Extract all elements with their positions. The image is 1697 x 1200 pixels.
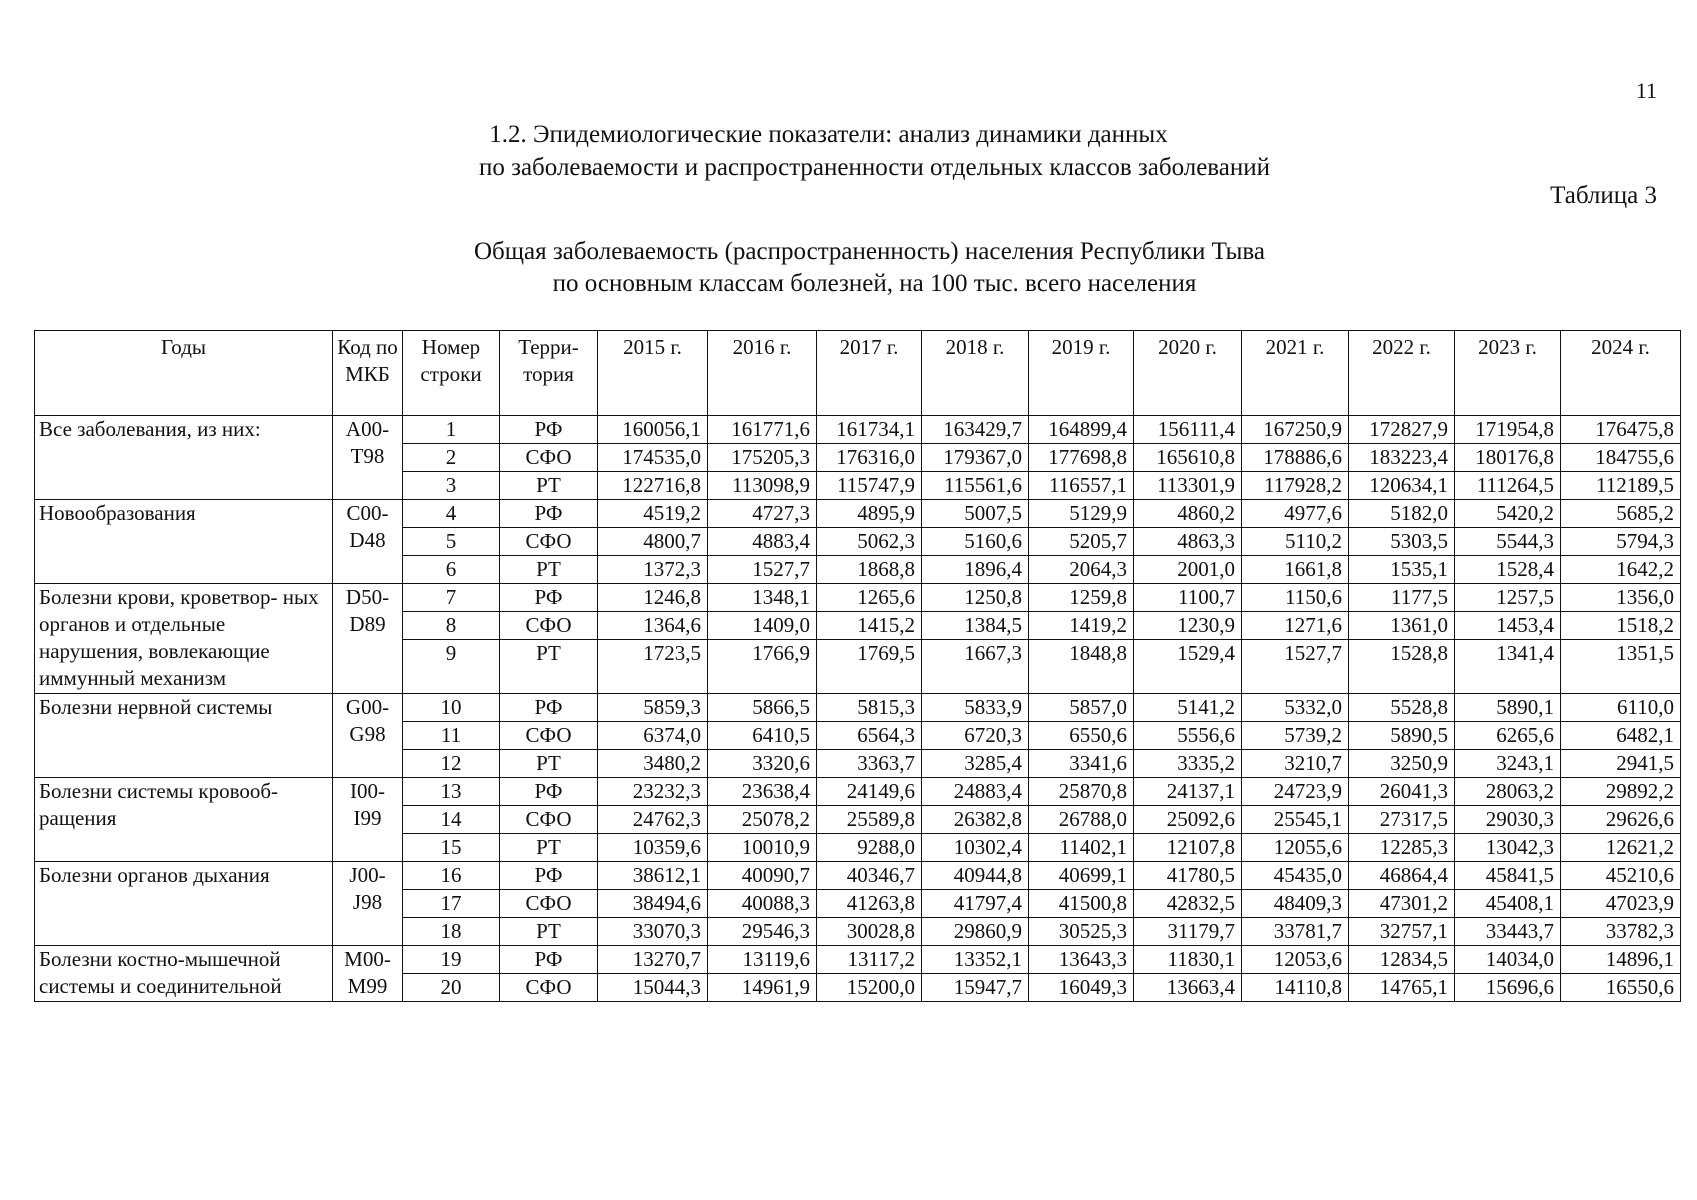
value-cell: 12053,6 [1242, 946, 1349, 974]
value-cell: 33782,3 [1561, 918, 1681, 946]
value-cell: 3320,6 [708, 750, 817, 778]
value-cell: 16550,6 [1561, 974, 1681, 1002]
value-cell: 13663,4 [1134, 974, 1242, 1002]
value-cell: 163429,7 [922, 416, 1029, 444]
value-cell: 33070,3 [598, 918, 708, 946]
value-cell: 1341,4 [1455, 640, 1561, 694]
row-number-cell: 18 [403, 918, 500, 946]
value-cell: 5859,3 [598, 694, 708, 722]
value-cell: 45408,1 [1455, 890, 1561, 918]
value-cell: 5556,6 [1134, 722, 1242, 750]
value-cell: 1527,7 [708, 556, 817, 584]
value-cell: 31179,7 [1134, 918, 1242, 946]
value-cell: 24762,3 [598, 806, 708, 834]
value-cell: 6482,1 [1561, 722, 1681, 750]
value-cell: 1384,5 [922, 612, 1029, 640]
territory-cell: РФ [500, 416, 598, 444]
value-cell: 5739,2 [1242, 722, 1349, 750]
header-cell-year-2019: 2019 г. [1029, 331, 1134, 416]
value-cell: 5866,5 [708, 694, 817, 722]
value-cell: 41500,8 [1029, 890, 1134, 918]
value-cell: 5303,5 [1349, 528, 1455, 556]
row-number-cell: 6 [403, 556, 500, 584]
value-cell: 1364,6 [598, 612, 708, 640]
value-cell: 32757,1 [1349, 918, 1455, 946]
morbidity-table [34, 330, 1681, 1002]
row-number-cell: 9 [403, 640, 500, 694]
table-row [35, 862, 1681, 890]
value-cell: 1372,3 [598, 556, 708, 584]
value-cell: 1250,8 [922, 584, 1029, 612]
value-cell: 15200,0 [817, 974, 922, 1002]
value-cell: 1896,4 [922, 556, 1029, 584]
value-cell: 2064,3 [1029, 556, 1134, 584]
territory-cell: РТ [500, 556, 598, 584]
table-title-line-1: Общая заболеваемость (распространенность) населения Республики Тыва [474, 238, 1265, 265]
value-cell: 41780,5 [1134, 862, 1242, 890]
value-cell: 26788,0 [1029, 806, 1134, 834]
header-cell-year-2020: 2020 г. [1134, 331, 1242, 416]
value-cell: 5129,9 [1029, 500, 1134, 528]
value-cell: 45435,0 [1242, 862, 1349, 890]
header-cell-icd-code: Код по МКБ [333, 331, 403, 416]
section-heading-line-1: 1.2. Эпидемиологические показатели: анализ динамики данных [489, 121, 1168, 148]
value-cell: 11830,1 [1134, 946, 1242, 974]
value-cell: 1528,4 [1455, 556, 1561, 584]
value-cell: 27317,5 [1349, 806, 1455, 834]
value-cell: 24883,4 [922, 778, 1029, 806]
value-cell: 3210,7 [1242, 750, 1349, 778]
disease-class-cell: Болезни костно-мышечной системы и соединительной [35, 946, 333, 1002]
value-cell: 26041,3 [1349, 778, 1455, 806]
value-cell: 5857,0 [1029, 694, 1134, 722]
value-cell: 6550,6 [1029, 722, 1134, 750]
value-cell: 10302,4 [922, 834, 1029, 862]
value-cell: 122716,8 [598, 472, 708, 500]
value-cell: 28063,2 [1455, 778, 1561, 806]
territory-cell: СФО [500, 890, 598, 918]
value-cell: 1848,8 [1029, 640, 1134, 694]
value-cell: 13117,2 [817, 946, 922, 974]
value-cell: 40088,3 [708, 890, 817, 918]
value-cell: 5007,5 [922, 500, 1029, 528]
row-number-cell: 8 [403, 612, 500, 640]
section-heading-line-2: по заболеваемости и распространенности отдельных классов заболеваний [478, 154, 1271, 181]
value-cell: 40944,8 [922, 862, 1029, 890]
value-cell: 171954,8 [1455, 416, 1561, 444]
value-cell: 13042,3 [1455, 834, 1561, 862]
value-cell: 184755,6 [1561, 444, 1681, 472]
value-cell: 6720,3 [922, 722, 1029, 750]
icd-code-cell: A00-T98 [333, 416, 403, 500]
value-cell: 38494,6 [598, 890, 708, 918]
row-number-cell: 10 [403, 694, 500, 722]
value-cell: 40090,7 [708, 862, 817, 890]
value-cell: 45841,5 [1455, 862, 1561, 890]
value-cell: 15947,7 [922, 974, 1029, 1002]
value-cell: 174535,0 [598, 444, 708, 472]
value-cell: 33443,7 [1455, 918, 1561, 946]
header-row [35, 331, 1681, 416]
value-cell: 5815,3 [817, 694, 922, 722]
value-cell: 13119,6 [708, 946, 817, 974]
value-cell: 4863,3 [1134, 528, 1242, 556]
value-cell: 161771,6 [708, 416, 817, 444]
header-cell-year-2021: 2021 г. [1242, 331, 1349, 416]
table-row [35, 778, 1681, 806]
value-cell: 24137,1 [1134, 778, 1242, 806]
row-number-cell: 12 [403, 750, 500, 778]
row-number-cell: 3 [403, 472, 500, 500]
territory-cell: РФ [500, 694, 598, 722]
value-cell: 23638,4 [708, 778, 817, 806]
value-cell: 4727,3 [708, 500, 817, 528]
value-cell: 6110,0 [1561, 694, 1681, 722]
value-cell: 14034,0 [1455, 946, 1561, 974]
territory-cell: РТ [500, 640, 598, 694]
value-cell: 13352,1 [922, 946, 1029, 974]
value-cell: 178886,6 [1242, 444, 1349, 472]
value-cell: 25545,1 [1242, 806, 1349, 834]
value-cell: 1351,5 [1561, 640, 1681, 694]
value-cell: 6410,5 [708, 722, 817, 750]
value-cell: 13270,7 [598, 946, 708, 974]
territory-cell: СФО [500, 528, 598, 556]
value-cell: 6564,3 [817, 722, 922, 750]
value-cell: 23232,3 [598, 778, 708, 806]
territory-cell: РФ [500, 946, 598, 974]
table-title-line-2: по основным классам болезней, на 100 тыс. всего населения [552, 270, 1197, 297]
value-cell: 6374,0 [598, 722, 708, 750]
row-number-cell: 7 [403, 584, 500, 612]
value-cell: 47023,9 [1561, 890, 1681, 918]
value-cell: 11402,1 [1029, 834, 1134, 862]
value-cell: 183223,4 [1349, 444, 1455, 472]
row-number-cell: 5 [403, 528, 500, 556]
value-cell: 12285,3 [1349, 834, 1455, 862]
row-number-cell: 2 [403, 444, 500, 472]
page-number: 11 [1635, 78, 1657, 103]
value-cell: 5420,2 [1455, 500, 1561, 528]
value-cell: 1246,8 [598, 584, 708, 612]
header-cell-year-2022: 2022 г. [1349, 331, 1455, 416]
value-cell: 1415,2 [817, 612, 922, 640]
value-cell: 5205,7 [1029, 528, 1134, 556]
value-cell: 164899,4 [1029, 416, 1134, 444]
value-cell: 2001,0 [1134, 556, 1242, 584]
row-number-cell: 13 [403, 778, 500, 806]
value-cell: 1259,8 [1029, 584, 1134, 612]
value-cell: 113098,9 [708, 472, 817, 500]
value-cell: 15044,3 [598, 974, 708, 1002]
value-cell: 1766,9 [708, 640, 817, 694]
value-cell: 111264,5 [1455, 472, 1561, 500]
value-cell: 1661,8 [1242, 556, 1349, 584]
value-cell: 1642,2 [1561, 556, 1681, 584]
value-cell: 45210,6 [1561, 862, 1681, 890]
icd-code-cell: C00-D48 [333, 500, 403, 584]
value-cell: 176316,0 [817, 444, 922, 472]
value-cell: 25078,2 [708, 806, 817, 834]
value-cell: 1518,2 [1561, 612, 1681, 640]
territory-cell: СФО [500, 806, 598, 834]
row-number-cell: 1 [403, 416, 500, 444]
value-cell: 1100,7 [1134, 584, 1242, 612]
table-header [35, 331, 1681, 416]
table-body [35, 416, 1681, 1002]
value-cell: 3250,9 [1349, 750, 1455, 778]
value-cell: 41263,8 [817, 890, 922, 918]
value-cell: 4977,6 [1242, 500, 1349, 528]
table-row [35, 694, 1681, 722]
value-cell: 1535,1 [1349, 556, 1455, 584]
value-cell: 12107,8 [1134, 834, 1242, 862]
value-cell: 5890,1 [1455, 694, 1561, 722]
value-cell: 29546,3 [708, 918, 817, 946]
value-cell: 176475,8 [1561, 416, 1681, 444]
value-cell: 16049,3 [1029, 974, 1134, 1002]
disease-class-cell: Болезни системы кровооб- ращения [35, 778, 333, 862]
value-cell: 24723,9 [1242, 778, 1349, 806]
value-cell: 29892,2 [1561, 778, 1681, 806]
icd-code-cell: I00-I99 [333, 778, 403, 862]
value-cell: 3285,4 [922, 750, 1029, 778]
value-cell: 47301,2 [1349, 890, 1455, 918]
value-cell: 4895,9 [817, 500, 922, 528]
value-cell: 120634,1 [1349, 472, 1455, 500]
value-cell: 1453,4 [1455, 612, 1561, 640]
value-cell: 1769,5 [817, 640, 922, 694]
value-cell: 1419,2 [1029, 612, 1134, 640]
table-row [35, 946, 1681, 974]
value-cell: 1361,0 [1349, 612, 1455, 640]
value-cell: 115747,9 [817, 472, 922, 500]
value-cell: 40346,7 [817, 862, 922, 890]
value-cell: 180176,8 [1455, 444, 1561, 472]
value-cell: 113301,9 [1134, 472, 1242, 500]
value-cell: 1230,9 [1134, 612, 1242, 640]
value-cell: 115561,6 [922, 472, 1029, 500]
value-cell: 24149,6 [817, 778, 922, 806]
value-cell: 4800,7 [598, 528, 708, 556]
header-cell-year-2024: 2024 г. [1561, 331, 1681, 416]
value-cell: 5833,9 [922, 694, 1029, 722]
value-cell: 1409,0 [708, 612, 817, 640]
header-cell-year-2018: 2018 г. [922, 331, 1029, 416]
value-cell: 1356,0 [1561, 584, 1681, 612]
value-cell: 13643,3 [1029, 946, 1134, 974]
icd-code-cell: G00-G98 [333, 694, 403, 778]
value-cell: 12621,2 [1561, 834, 1681, 862]
value-cell: 5528,8 [1349, 694, 1455, 722]
territory-cell: РТ [500, 918, 598, 946]
value-cell: 6265,6 [1455, 722, 1561, 750]
value-cell: 177698,8 [1029, 444, 1134, 472]
value-cell: 14110,8 [1242, 974, 1349, 1002]
value-cell: 112189,5 [1561, 472, 1681, 500]
header-cell-year-2015: 2015 г. [598, 331, 708, 416]
row-number-cell: 15 [403, 834, 500, 862]
value-cell: 167250,9 [1242, 416, 1349, 444]
value-cell: 1529,4 [1134, 640, 1242, 694]
value-cell: 40699,1 [1029, 862, 1134, 890]
value-cell: 2941,5 [1561, 750, 1681, 778]
value-cell: 30028,8 [817, 918, 922, 946]
header-cell-territory: Терри- тория [500, 331, 598, 416]
value-cell: 1257,5 [1455, 584, 1561, 612]
value-cell: 3480,2 [598, 750, 708, 778]
value-cell: 160056,1 [598, 416, 708, 444]
territory-cell: РФ [500, 584, 598, 612]
value-cell: 5110,2 [1242, 528, 1349, 556]
value-cell: 48409,3 [1242, 890, 1349, 918]
value-cell: 1528,8 [1349, 640, 1455, 694]
disease-class-cell: Новообразования [35, 500, 333, 584]
row-number-cell: 20 [403, 974, 500, 1002]
territory-cell: СФО [500, 974, 598, 1002]
section-heading [0, 118, 1697, 184]
disease-class-cell: Все заболевания, из них: [35, 416, 333, 500]
value-cell: 4519,2 [598, 500, 708, 528]
value-cell: 5890,5 [1349, 722, 1455, 750]
territory-cell: РФ [500, 862, 598, 890]
value-cell: 161734,1 [817, 416, 922, 444]
value-cell: 14765,1 [1349, 974, 1455, 1002]
value-cell: 5332,0 [1242, 694, 1349, 722]
row-number-cell: 4 [403, 500, 500, 528]
value-cell: 12055,6 [1242, 834, 1349, 862]
value-cell: 29030,3 [1455, 806, 1561, 834]
value-cell: 10010,9 [708, 834, 817, 862]
value-cell: 1271,6 [1242, 612, 1349, 640]
table-label: Таблица 3 [1550, 182, 1657, 209]
value-cell: 172827,9 [1349, 416, 1455, 444]
value-cell: 1348,1 [708, 584, 817, 612]
value-cell: 5062,3 [817, 528, 922, 556]
icd-code-cell: D50-D89 [333, 584, 403, 694]
row-number-cell: 16 [403, 862, 500, 890]
value-cell: 9288,0 [817, 834, 922, 862]
territory-cell: СФО [500, 612, 598, 640]
value-cell: 4883,4 [708, 528, 817, 556]
value-cell: 1868,8 [817, 556, 922, 584]
value-cell: 4860,2 [1134, 500, 1242, 528]
header-cell-row-number: Номер строки [403, 331, 500, 416]
value-cell: 29860,9 [922, 918, 1029, 946]
territory-cell: РФ [500, 500, 598, 528]
value-cell: 5141,2 [1134, 694, 1242, 722]
territory-cell: СФО [500, 444, 598, 472]
value-cell: 46864,4 [1349, 862, 1455, 890]
header-cell-year-2017: 2017 г. [817, 331, 922, 416]
value-cell: 3341,6 [1029, 750, 1134, 778]
value-cell: 3243,1 [1455, 750, 1561, 778]
disease-class-cell: Болезни крови, кроветвор- ных органов и отдельные нарушения, вовлекающие иммунный механизм [35, 584, 333, 694]
value-cell: 12834,5 [1349, 946, 1455, 974]
value-cell: 175205,3 [708, 444, 817, 472]
value-cell: 14896,1 [1561, 946, 1681, 974]
row-number-cell: 19 [403, 946, 500, 974]
row-number-cell: 11 [403, 722, 500, 750]
header-cell-year-2023: 2023 г. [1455, 331, 1561, 416]
value-cell: 117928,2 [1242, 472, 1349, 500]
value-cell: 1265,6 [817, 584, 922, 612]
row-number-cell: 14 [403, 806, 500, 834]
table-title [0, 236, 1697, 300]
value-cell: 26382,8 [922, 806, 1029, 834]
value-cell: 3335,2 [1134, 750, 1242, 778]
value-cell: 156111,4 [1134, 416, 1242, 444]
value-cell: 116557,1 [1029, 472, 1134, 500]
value-cell: 25870,8 [1029, 778, 1134, 806]
value-cell: 5160,6 [922, 528, 1029, 556]
row-number-cell: 17 [403, 890, 500, 918]
table-row [35, 416, 1681, 444]
table-row [35, 584, 1681, 612]
value-cell: 1667,3 [922, 640, 1029, 694]
value-cell: 38612,1 [598, 862, 708, 890]
territory-cell: РТ [500, 834, 598, 862]
value-cell: 42832,5 [1134, 890, 1242, 918]
icd-code-cell: M00-M99 [333, 946, 403, 1002]
value-cell: 15696,6 [1455, 974, 1561, 1002]
value-cell: 10359,6 [598, 834, 708, 862]
value-cell: 25589,8 [817, 806, 922, 834]
value-cell: 25092,6 [1134, 806, 1242, 834]
value-cell: 165610,8 [1134, 444, 1242, 472]
value-cell: 1150,6 [1242, 584, 1349, 612]
value-cell: 1527,7 [1242, 640, 1349, 694]
disease-class-cell: Болезни нервной системы [35, 694, 333, 778]
value-cell: 14961,9 [708, 974, 817, 1002]
value-cell: 179367,0 [922, 444, 1029, 472]
value-cell: 1723,5 [598, 640, 708, 694]
value-cell: 1177,5 [1349, 584, 1455, 612]
value-cell: 5685,2 [1561, 500, 1681, 528]
value-cell: 5544,3 [1455, 528, 1561, 556]
disease-class-cell: Болезни органов дыхания [35, 862, 333, 946]
territory-cell: РФ [500, 778, 598, 806]
value-cell: 5794,3 [1561, 528, 1681, 556]
value-cell: 29626,6 [1561, 806, 1681, 834]
header-cell-year-2016: 2016 г. [708, 331, 817, 416]
value-cell: 41797,4 [922, 890, 1029, 918]
value-cell: 30525,3 [1029, 918, 1134, 946]
territory-cell: СФО [500, 722, 598, 750]
territory-cell: РТ [500, 750, 598, 778]
header-cell-years: Годы [35, 331, 333, 416]
table-row [35, 500, 1681, 528]
value-cell: 5182,0 [1349, 500, 1455, 528]
icd-code-cell: J00-J98 [333, 862, 403, 946]
value-cell: 33781,7 [1242, 918, 1349, 946]
value-cell: 3363,7 [817, 750, 922, 778]
territory-cell: РТ [500, 472, 598, 500]
